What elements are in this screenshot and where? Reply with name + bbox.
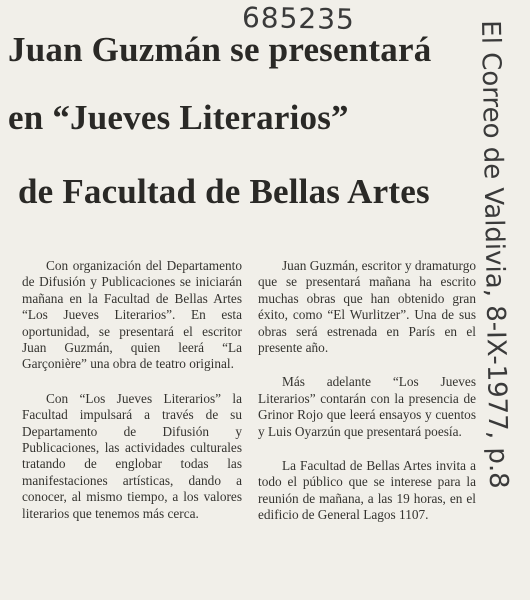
article-left-column <box>22 258 242 540</box>
paragraph: Con “Los Jueves Literarios” la Facultad impulsará a través de su Departamento de Difusión y Publicaciones, las actividades culturales tratando de englobar todas las manifestaciones artísticas, dando a conocer, al mismo tiempo, a los valores literarios que tenemos más cerca. <box>22 390 242 521</box>
paragraph: La Facultad de Bellas Artes invita a todo el público que se interese para la reunión de mañana, a las 19 horas, en el edificio de General Lagos 1107. <box>258 458 476 523</box>
headline-line-1: Juan Guzmán se presentará <box>8 30 432 69</box>
paragraph: Más adelante “Los Jueves Literarios” contarán con la presencia de Grinor Rojo que leerá ensayos y cuentos y Luis Oyarzún que presentará poesía. <box>258 374 476 439</box>
source-note-handwritten: El Correo de Valdivia, 8-IX-1977, p.8 <box>475 20 514 489</box>
headline-line-3: de Facultad de Bellas Artes <box>18 172 430 211</box>
paragraph: Juan Guzmán, escritor y dramaturgo que se presentará mañana ha escrito muchas obras que han obtenido gran éxito, como “El Wurlitzer”. Una de sus obras será estrenada en París en el presente año. <box>258 258 476 356</box>
paragraph: Con organización del Departamento de Difusión y Publicaciones se iniciarán mañana en la Facultad de Bellas Artes “Los Jueves Literarios”. En esta oportunidad, se presentará el escritor Juan Guzmán, quien leerá “La Garçonière” una obra de teatro original. <box>22 258 242 372</box>
article-right-column <box>258 258 476 542</box>
headline-line-2: en “Jueves Literarios” <box>8 98 349 137</box>
archive-id-handwritten: 685235 <box>241 1 356 36</box>
